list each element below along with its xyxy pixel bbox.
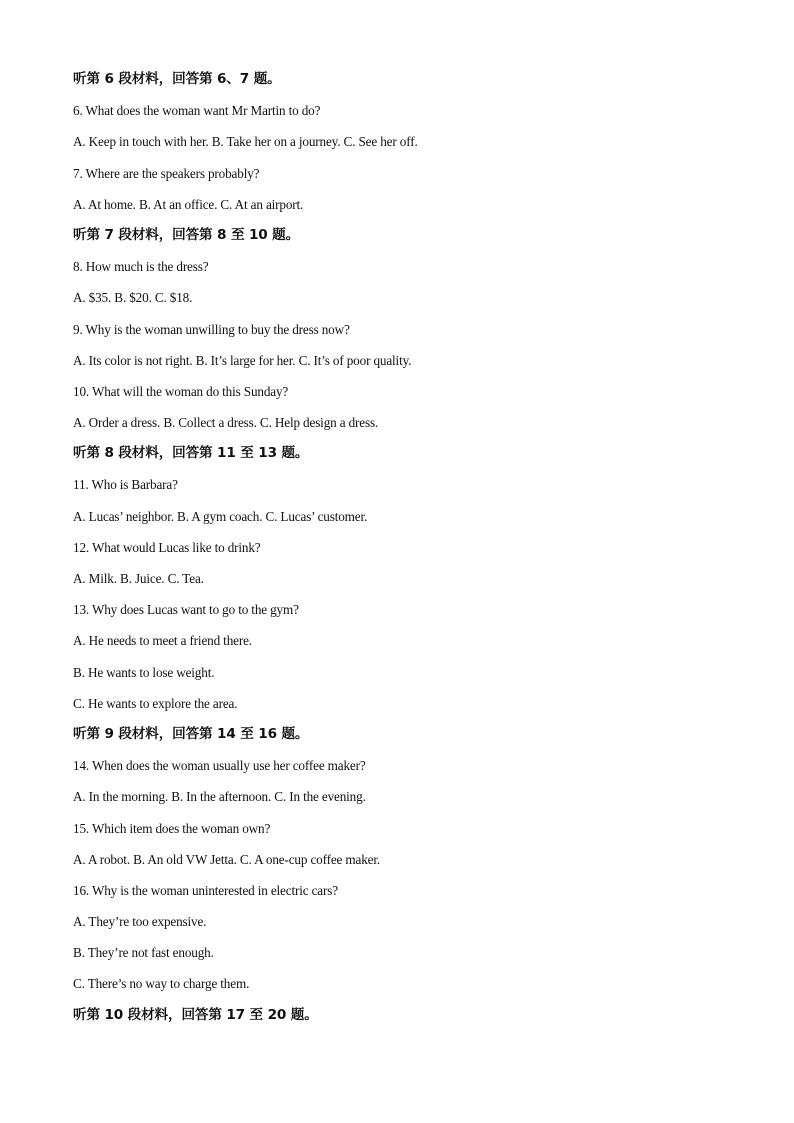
question-11: 11. Who is Barbara? <box>73 477 178 493</box>
section-heading-7: 听第 7 段材料，回答第 8 至 10 题。 <box>73 226 300 243</box>
options-11: A. Lucas’ neighbor. B. A gym coach. C. Lucas’ customer. <box>73 508 368 524</box>
question-15: 15. Which item does the woman own? <box>73 820 271 836</box>
option-16-c: C. There’s no way to charge them. <box>73 976 250 992</box>
option-16-a: A. They’re too expensive. <box>73 914 207 930</box>
question-10: 10. What will the woman do this Sunday? <box>73 383 289 399</box>
options-8: A. $35. B. $20. C. $18. <box>73 290 193 306</box>
option-13-b: B. He wants to lose weight. <box>73 664 215 680</box>
section-heading-6: 听第 6 段材料，回答第 6、7 题。 <box>73 71 281 87</box>
question-16: 16. Why is the woman uninterested in electric cars? <box>73 882 338 898</box>
section-heading-8: 听第 8 段材料，回答第 11 至 13 题。 <box>73 445 309 462</box>
options-10: A. Order a dress. B. Collect a dress. C. Help design a dress. <box>73 415 379 431</box>
document-page <box>73 64 753 1031</box>
options-15: A. A robot. B. An old VW Jetta. C. A one-cup coffee maker. <box>73 851 381 867</box>
options-7: A. At home. B. At an office. C. At an airport. <box>73 196 304 212</box>
options-6: A. Keep in touch with her. B. Take her on a journey. C. See her off. <box>73 134 418 150</box>
question-8: 8. How much is the dress? <box>73 259 209 275</box>
question-13: 13. Why does Lucas want to go to the gym? <box>73 602 299 618</box>
options-14: A. In the morning. B. In the afternoon. C. In the evening. <box>73 789 366 805</box>
option-13-a: A. He needs to meet a friend there. <box>73 633 252 649</box>
section-heading-10: 听第 10 段材料，回答第 17 至 20 题。 <box>73 1006 318 1023</box>
question-6: 6. What does the woman want Mr Martin to do? <box>73 103 321 119</box>
question-14: 14. When does the woman usually use her coffee maker? <box>73 758 366 774</box>
question-7: 7. Where are the speakers probably? <box>73 165 260 181</box>
option-16-b: B. They’re not fast enough. <box>73 945 214 961</box>
question-9: 9. Why is the woman unwilling to buy the dress now? <box>73 321 350 337</box>
section-heading-9: 听第 9 段材料，回答第 14 至 16 题。 <box>73 725 309 742</box>
options-12: A. Milk. B. Juice. C. Tea. <box>73 571 204 586</box>
option-13-c: C. He wants to explore the area. <box>73 695 238 711</box>
options-9: A. Its color is not right. B. It’s large for her. C. It’s of poor quality. <box>73 352 412 368</box>
question-12: 12. What would Lucas like to drink? <box>73 539 261 555</box>
